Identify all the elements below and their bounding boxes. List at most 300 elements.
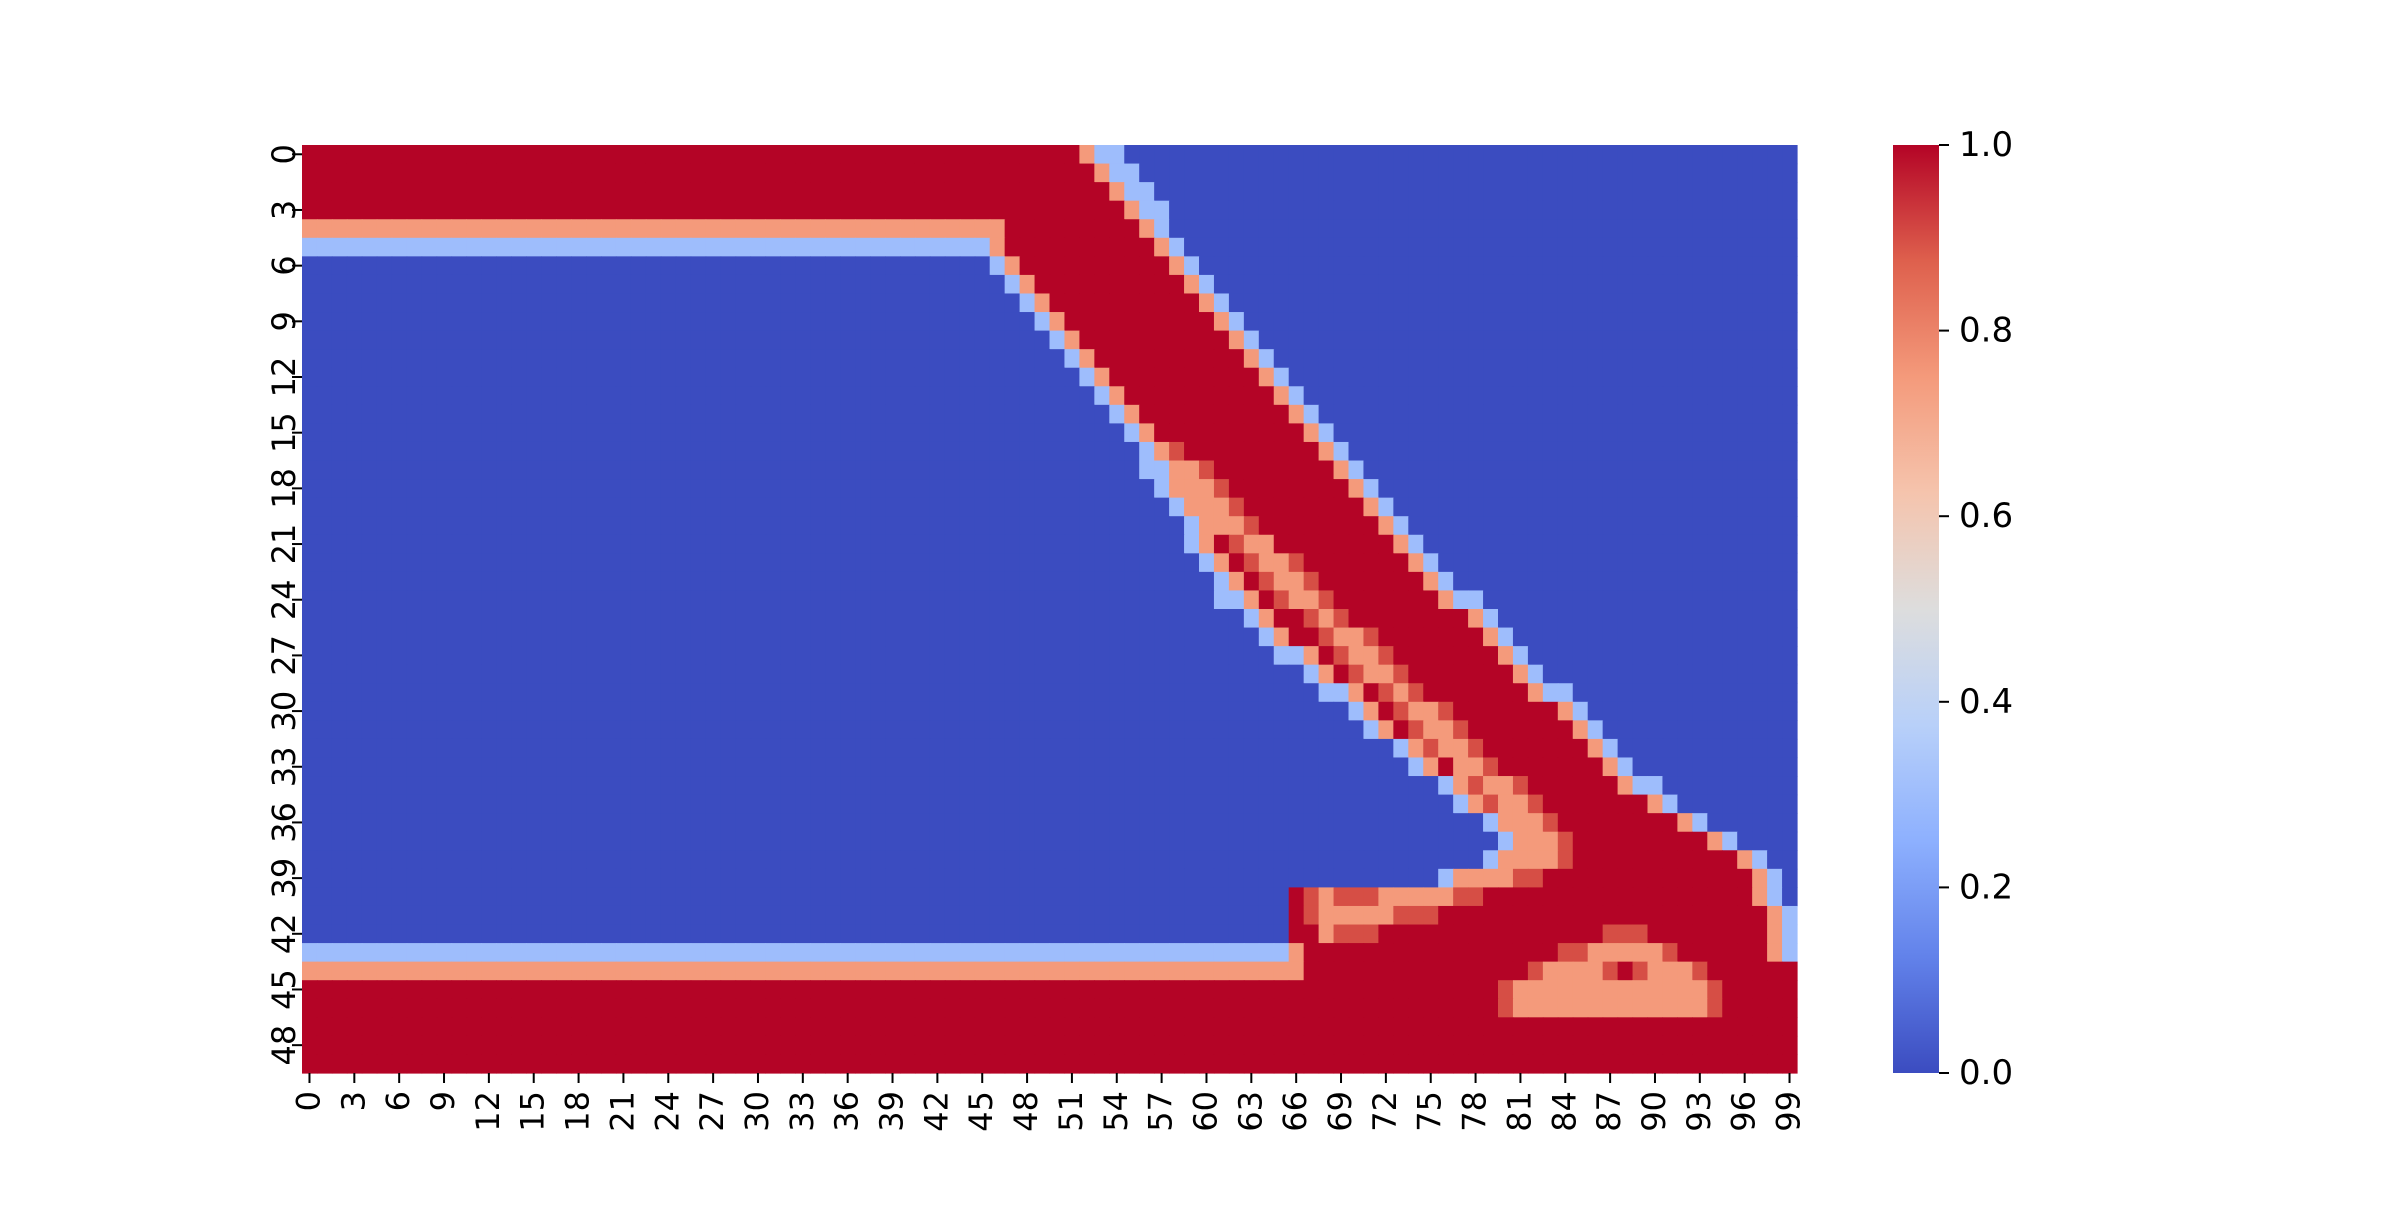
heatmap-cell [1199, 182, 1215, 201]
heatmap-cell [1229, 331, 1245, 350]
heatmap-cell [407, 498, 423, 517]
heatmap-cell [765, 405, 781, 424]
heatmap-cell [1035, 164, 1051, 183]
heatmap-cell [1289, 553, 1305, 572]
heatmap-cell [1603, 869, 1619, 888]
heatmap-cell [870, 665, 886, 684]
heatmap-cell [975, 887, 991, 906]
heatmap-cell [466, 869, 482, 888]
heatmap-cell [646, 461, 662, 480]
heatmap-cell [885, 646, 901, 665]
heatmap-cell [810, 1036, 826, 1055]
heatmap-cell [1020, 553, 1036, 572]
heatmap-cell [1633, 293, 1649, 312]
heatmap-cell [1543, 498, 1559, 517]
heatmap-cell [1035, 535, 1051, 554]
heatmap-cell [1558, 331, 1574, 350]
heatmap-cell [1573, 776, 1589, 795]
heatmap-cell [751, 665, 767, 684]
heatmap-cell [765, 813, 781, 832]
heatmap-cell [960, 925, 976, 944]
heatmap-cell [392, 869, 408, 888]
heatmap-cell [511, 832, 527, 851]
heatmap-cell [736, 887, 752, 906]
heatmap-cell [1064, 386, 1080, 405]
heatmap-cell [1648, 275, 1664, 294]
heatmap-cell [1573, 609, 1589, 628]
heatmap-cell [392, 776, 408, 795]
heatmap-cell [1677, 293, 1693, 312]
heatmap-cell [347, 498, 363, 517]
heatmap-cell [1259, 182, 1275, 201]
heatmap-cell [825, 349, 841, 368]
heatmap-cell [422, 498, 438, 517]
heatmap-cell [825, 906, 841, 925]
heatmap-cell [1184, 943, 1200, 962]
heatmap-cell [586, 164, 602, 183]
heatmap-cell [631, 553, 647, 572]
heatmap-cell [736, 943, 752, 962]
heatmap-cell [586, 999, 602, 1018]
heatmap-cell [1782, 331, 1798, 350]
heatmap-cell [422, 461, 438, 480]
heatmap-cell [347, 256, 363, 275]
heatmap-cell [452, 553, 468, 572]
heatmap-cell [900, 628, 916, 647]
heatmap-cell [1573, 832, 1589, 851]
heatmap-cell [1139, 423, 1155, 442]
heatmap-cell [1109, 535, 1125, 554]
heatmap-cell [975, 405, 991, 424]
heatmap-cell [1005, 516, 1021, 535]
heatmap-cell [1079, 887, 1095, 906]
heatmap-cell [1363, 535, 1379, 554]
heatmap-cell [452, 1054, 468, 1073]
heatmap-cell [1498, 943, 1514, 962]
heatmap-cell [1558, 164, 1574, 183]
heatmap-cell [1648, 312, 1664, 331]
heatmap-cell [945, 423, 961, 442]
heatmap-cell [975, 683, 991, 702]
heatmap-cell [631, 925, 647, 944]
heatmap-cell [1498, 182, 1514, 201]
heatmap-cell [1588, 943, 1604, 962]
heatmap-cell [1035, 1054, 1051, 1073]
heatmap-cell [1408, 553, 1424, 572]
heatmap-cell [1692, 293, 1708, 312]
heatmap-cell [1722, 293, 1738, 312]
heatmap-cell [1618, 312, 1634, 331]
heatmap-cell [1662, 368, 1678, 387]
heatmap-cell [1513, 609, 1529, 628]
heatmap-cell [556, 646, 572, 665]
heatmap-cell [1109, 423, 1125, 442]
heatmap-cell [960, 423, 976, 442]
heatmap-cell [1020, 219, 1036, 238]
heatmap-cell [1752, 535, 1768, 554]
heatmap-cell [1035, 312, 1051, 331]
heatmap-cell [1573, 1036, 1589, 1055]
heatmap-cell [975, 219, 991, 238]
heatmap-cell [422, 553, 438, 572]
heatmap-cell [825, 609, 841, 628]
heatmap-cell [1020, 628, 1036, 647]
heatmap-cell [975, 201, 991, 220]
heatmap-cell [1154, 368, 1170, 387]
heatmap-cell [975, 590, 991, 609]
heatmap-cell [1184, 331, 1200, 350]
heatmap-cell [1035, 776, 1051, 795]
heatmap-cell [556, 164, 572, 183]
heatmap-cell [1468, 535, 1484, 554]
heatmap-cell [915, 572, 931, 591]
heatmap-cell [1229, 368, 1245, 387]
heatmap-cell [960, 461, 976, 480]
heatmap-cell [1169, 238, 1185, 257]
heatmap-cell [1169, 739, 1185, 758]
heatmap-cell [1259, 479, 1275, 498]
heatmap-cell [1513, 423, 1529, 442]
heatmap-cell [915, 813, 931, 832]
heatmap-cell [1558, 201, 1574, 220]
heatmap-cell [691, 980, 707, 999]
heatmap-cell [1334, 145, 1350, 164]
heatmap-cell [1020, 609, 1036, 628]
heatmap-cell [1094, 999, 1110, 1018]
heatmap-cell [1707, 906, 1723, 925]
heatmap-cell [452, 145, 468, 164]
heatmap-cell [1079, 275, 1095, 294]
heatmap-cell [1662, 999, 1678, 1018]
heatmap-cell [1588, 795, 1604, 814]
heatmap-cell [1558, 702, 1574, 721]
heatmap-cell [1603, 331, 1619, 350]
heatmap-cell [1349, 442, 1365, 461]
heatmap-cell [810, 1017, 826, 1036]
heatmap-cell [466, 219, 482, 238]
heatmap-cell [1453, 1054, 1469, 1073]
heatmap-cell [870, 498, 886, 517]
heatmap-cell [616, 442, 632, 461]
heatmap-cell [1722, 386, 1738, 405]
heatmap-cell [1289, 238, 1305, 257]
heatmap-cell [332, 869, 348, 888]
heatmap-cell [616, 832, 632, 851]
heatmap-cell [1094, 962, 1110, 981]
heatmap-cell [541, 999, 557, 1018]
heatmap-cell [1349, 498, 1365, 517]
heatmap-cell [736, 1017, 752, 1036]
heatmap-cell [452, 739, 468, 758]
heatmap-cell [1274, 665, 1290, 684]
heatmap-cell [332, 331, 348, 350]
heatmap-cell [526, 906, 542, 925]
heatmap-cell [1573, 1017, 1589, 1036]
heatmap-cell [990, 423, 1006, 442]
heatmap-cell [377, 590, 393, 609]
heatmap-cell [616, 1017, 632, 1036]
heatmap-cell [437, 813, 453, 832]
heatmap-cell [915, 739, 931, 758]
heatmap-cell [945, 1054, 961, 1073]
heatmap-cell [810, 720, 826, 739]
heatmap-cell [1692, 386, 1708, 405]
heatmap-cell [1169, 776, 1185, 795]
heatmap-cell [1259, 368, 1275, 387]
heatmap-cell [1259, 590, 1275, 609]
heatmap-cell [1498, 683, 1514, 702]
heatmap-cell [1349, 962, 1365, 981]
heatmap-cell [780, 442, 796, 461]
heatmap-cell [1094, 293, 1110, 312]
heatmap-cell [556, 683, 572, 702]
heatmap-cell [1124, 628, 1140, 647]
heatmap-cell [1154, 201, 1170, 220]
heatmap-cell [721, 349, 737, 368]
heatmap-cell [1438, 590, 1454, 609]
heatmap-cell [1154, 813, 1170, 832]
heatmap-cell [1767, 461, 1783, 480]
heatmap-cell [1513, 869, 1529, 888]
heatmap-cell [1588, 498, 1604, 517]
heatmap-cell [1349, 553, 1365, 572]
heatmap-cell [676, 386, 692, 405]
heatmap-cell [780, 925, 796, 944]
heatmap-cell [765, 702, 781, 721]
heatmap-cell [661, 925, 677, 944]
heatmap-cell [437, 312, 453, 331]
heatmap-cell [1692, 553, 1708, 572]
heatmap-cell [915, 999, 931, 1018]
heatmap-cell [452, 405, 468, 424]
heatmap-cell [1109, 368, 1125, 387]
heatmap-cell [422, 720, 438, 739]
heatmap-cell [466, 590, 482, 609]
heatmap-cell [1603, 238, 1619, 257]
heatmap-cell [332, 498, 348, 517]
heatmap-cell [706, 702, 722, 721]
heatmap-cell [990, 331, 1006, 350]
heatmap-cell [721, 590, 737, 609]
heatmap-cell [676, 609, 692, 628]
heatmap-cell [795, 312, 811, 331]
heatmap-cell [1573, 1054, 1589, 1073]
heatmap-cell [1079, 368, 1095, 387]
heatmap-cell [1079, 832, 1095, 851]
heatmap-cell [317, 479, 333, 498]
heatmap-cell [481, 256, 497, 275]
heatmap-cell [466, 516, 482, 535]
heatmap-cell [317, 535, 333, 554]
heatmap-cell [1468, 349, 1484, 368]
heatmap-cell [466, 739, 482, 758]
heatmap-cell [481, 850, 497, 869]
heatmap-cell [795, 349, 811, 368]
heatmap-cell [1737, 219, 1753, 238]
heatmap-cell [1588, 572, 1604, 591]
heatmap-cell [392, 832, 408, 851]
heatmap-cell [1767, 887, 1783, 906]
heatmap-cell [586, 962, 602, 981]
heatmap-cell [1274, 256, 1290, 275]
heatmap-cell [1752, 164, 1768, 183]
heatmap-cell [885, 683, 901, 702]
heatmap-cell [1363, 999, 1379, 1018]
heatmap-cell [1005, 256, 1021, 275]
heatmap-cell [1662, 665, 1678, 684]
heatmap-cell [496, 461, 512, 480]
heatmap-cell [317, 646, 333, 665]
heatmap-cell [616, 275, 632, 294]
heatmap-cell [317, 553, 333, 572]
heatmap-cell [1453, 293, 1469, 312]
heatmap-cell [1573, 182, 1589, 201]
heatmap-cell [1692, 145, 1708, 164]
heatmap-cell [1573, 461, 1589, 480]
heatmap-cell [1558, 739, 1574, 758]
heatmap-cell [422, 646, 438, 665]
heatmap-cell [1737, 442, 1753, 461]
heatmap-cell [1079, 628, 1095, 647]
heatmap-cell [1633, 386, 1649, 405]
heatmap-cell [1393, 906, 1409, 925]
heatmap-cell [302, 405, 318, 424]
heatmap-cell [1752, 869, 1768, 888]
heatmap-cell [646, 832, 662, 851]
heatmap-cell [751, 201, 767, 220]
heatmap-cell [1662, 516, 1678, 535]
heatmap-cell [1767, 1017, 1783, 1036]
heatmap-cell [601, 349, 617, 368]
heatmap-cell [825, 182, 841, 201]
heatmap-cell [1692, 720, 1708, 739]
heatmap-cell [466, 572, 482, 591]
heatmap-cell [661, 423, 677, 442]
heatmap-cell [885, 850, 901, 869]
heatmap-cell [1588, 405, 1604, 424]
heatmap-cell [1244, 312, 1260, 331]
heatmap-cell [362, 1017, 378, 1036]
heatmap-cell [541, 869, 557, 888]
heatmap-cell [1618, 850, 1634, 869]
heatmap-cell [960, 683, 976, 702]
heatmap-cell [302, 757, 318, 776]
heatmap-cell [556, 980, 572, 999]
heatmap-cell [855, 962, 871, 981]
heatmap-cell [1334, 331, 1350, 350]
heatmap-cell [975, 795, 991, 814]
heatmap-cell [511, 461, 527, 480]
heatmap-cell [1588, 293, 1604, 312]
heatmap-cell [1558, 349, 1574, 368]
heatmap-cell [1408, 1054, 1424, 1073]
heatmap-cell [1438, 201, 1454, 220]
heatmap-cell [721, 665, 737, 684]
heatmap-cell [736, 275, 752, 294]
heatmap-cell [1289, 145, 1305, 164]
heatmap-cell [1423, 665, 1439, 684]
heatmap-cell [1289, 813, 1305, 832]
heatmap-cell [751, 461, 767, 480]
heatmap-cell [1349, 850, 1365, 869]
heatmap-cell [601, 498, 617, 517]
heatmap-cell [1498, 349, 1514, 368]
heatmap-cell [377, 442, 393, 461]
heatmap-cell [511, 646, 527, 665]
heatmap-cell [1767, 962, 1783, 981]
heatmap-cell [1782, 516, 1798, 535]
heatmap-cell [1035, 906, 1051, 925]
heatmap-cell [855, 275, 871, 294]
heatmap-cell [1677, 368, 1693, 387]
heatmap-cell [1289, 702, 1305, 721]
heatmap-cell [1094, 609, 1110, 628]
heatmap-cell [706, 293, 722, 312]
heatmap-cell [990, 498, 1006, 517]
heatmap-cell [721, 238, 737, 257]
heatmap-cell [1782, 739, 1798, 758]
heatmap-cell [840, 702, 856, 721]
heatmap-cell [661, 813, 677, 832]
heatmap-cell [1378, 498, 1394, 517]
heatmap-cell [1498, 980, 1514, 999]
heatmap-cell [1707, 795, 1723, 814]
heatmap-cell [422, 256, 438, 275]
heatmap-cell [1020, 572, 1036, 591]
heatmap-cell [1513, 349, 1529, 368]
heatmap-cell [1438, 628, 1454, 647]
heatmap-cell [1513, 461, 1529, 480]
heatmap-cell [1707, 832, 1723, 851]
heatmap-cell [1752, 498, 1768, 517]
heatmap-cell [1199, 201, 1215, 220]
heatmap-cell [1363, 572, 1379, 591]
heatmap-cell [1349, 275, 1365, 294]
heatmap-cell [1498, 145, 1514, 164]
heatmap-cell [1184, 962, 1200, 981]
heatmap-cell [1214, 925, 1230, 944]
heatmap-cell [556, 423, 572, 442]
heatmap-cell [1214, 776, 1230, 795]
heatmap-cell [1064, 516, 1080, 535]
heatmap-cell [646, 386, 662, 405]
heatmap-cell [1707, 850, 1723, 869]
heatmap-cell [437, 256, 453, 275]
heatmap-cell [1363, 164, 1379, 183]
heatmap-cell [1020, 238, 1036, 257]
heatmap-cell [1363, 1036, 1379, 1055]
heatmap-cell [661, 1036, 677, 1055]
heatmap-cell [1109, 1054, 1125, 1073]
heatmap-cell [1244, 368, 1260, 387]
heatmap-cell [1692, 757, 1708, 776]
heatmap-cell [347, 1017, 363, 1036]
heatmap-cell [302, 906, 318, 925]
heatmap-cell [1304, 498, 1320, 517]
heatmap-cell [1363, 962, 1379, 981]
heatmap-cell [1648, 869, 1664, 888]
heatmap-cell [1767, 850, 1783, 869]
heatmap-cell [945, 442, 961, 461]
heatmap-cell [1543, 275, 1559, 294]
heatmap-cell [1453, 331, 1469, 350]
heatmap-cell [795, 850, 811, 869]
heatmap-cell [885, 1054, 901, 1073]
heatmap-cell [676, 1036, 692, 1055]
heatmap-cell [1423, 832, 1439, 851]
heatmap-cell [437, 590, 453, 609]
heatmap-cell [1483, 479, 1499, 498]
